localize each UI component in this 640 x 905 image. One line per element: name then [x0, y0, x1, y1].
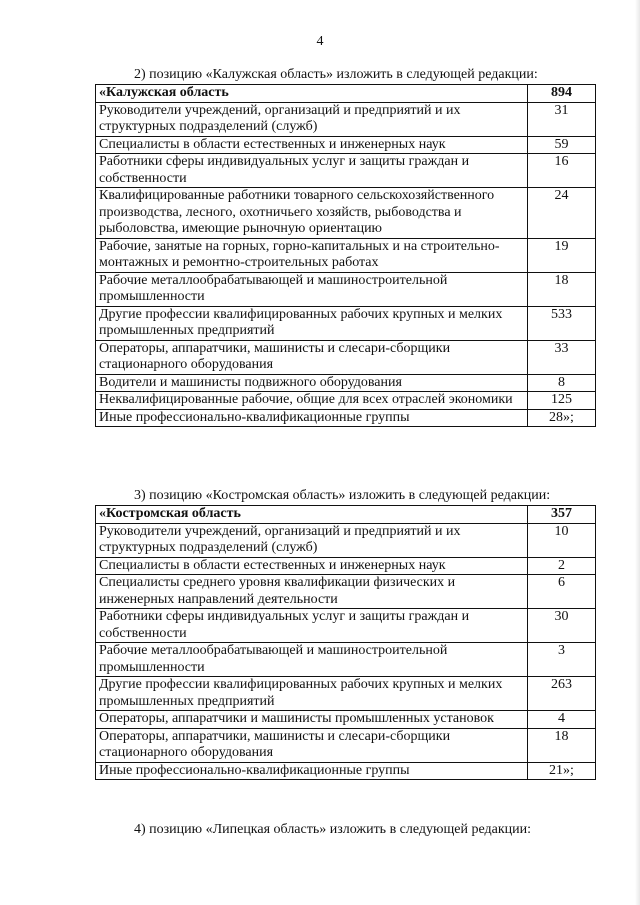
row-value: 16 — [528, 154, 596, 188]
table-row — [96, 306, 596, 340]
row-value: 18 — [528, 272, 596, 306]
row-label: Рабочие металлообрабатывающей и машиностроительной промышленности — [96, 272, 528, 306]
section-heading-kostroma: 3) позицию «Костромская область» изложить в следующей редакции: — [134, 488, 551, 503]
row-value: 3 — [528, 643, 596, 677]
row-label: Работники сферы индивидуальных услуг и защиты граждан и собственности — [96, 154, 528, 188]
row-label: Квалифицированные работники товарного сельскохозяйственного производства, лесного, охотничьего хозяйств, рыбоводства и рыболовства, имеющие рыночную ориентацию — [96, 188, 528, 239]
table-row — [96, 557, 596, 575]
table-row — [96, 609, 596, 643]
row-value: 19 — [528, 238, 596, 272]
table-header-row — [96, 85, 596, 103]
region-name: «Калужская область — [96, 85, 528, 103]
row-value: 10 — [528, 523, 596, 557]
table-row — [96, 374, 596, 392]
table-row — [96, 711, 596, 729]
table-row — [96, 643, 596, 677]
row-label: Иные профессионально-квалификационные группы — [96, 409, 528, 427]
row-label: Рабочие, занятые на горных, горно-капитальных и на строительно-монтажных и ремонтно-строительных работах — [96, 238, 528, 272]
row-label: Неквалифицированные рабочие, общие для всех отраслей экономики — [96, 392, 528, 410]
row-value: 24 — [528, 188, 596, 239]
table-row — [96, 575, 596, 609]
row-label: Операторы, аппаратчики и машинисты промышленных установок — [96, 711, 528, 729]
row-value: 30 — [528, 609, 596, 643]
table-row — [96, 188, 596, 239]
row-label: Другие профессии квалифицированных рабочих крупных и мелких промышленных предприятий — [96, 677, 528, 711]
table-row — [96, 409, 596, 427]
row-label: Руководители учреждений, организаций и предприятий и их структурных подразделений (служб) — [96, 102, 528, 136]
table-row — [96, 392, 596, 410]
table-row — [96, 272, 596, 306]
row-value: 125 — [528, 392, 596, 410]
section-heading-lipetsk: 4) позицию «Липецкая область» изложить в следующей редакции: — [134, 822, 532, 837]
row-label: Специалисты в области естественных и инженерных наук — [96, 557, 528, 575]
row-value: 18 — [528, 728, 596, 762]
table-row — [96, 238, 596, 272]
row-label: Руководители учреждений, организаций и предприятий и их структурных подразделений (служб) — [96, 523, 528, 557]
row-value: 2 — [528, 557, 596, 575]
row-value: 263 — [528, 677, 596, 711]
table-row — [96, 523, 596, 557]
table-row — [96, 340, 596, 374]
row-label: Иные профессионально-квалификационные группы — [96, 762, 528, 780]
page-edge-shadow — [635, 0, 640, 905]
row-label: Специалисты среднего уровня квалификации физических и инженерных направлений деятельности — [96, 575, 528, 609]
row-value: 31 — [528, 102, 596, 136]
row-label: Специалисты в области естественных и инженерных наук — [96, 136, 528, 154]
table-row — [96, 762, 596, 780]
row-value: 33 — [528, 340, 596, 374]
row-label: Работники сферы индивидуальных услуг и защиты граждан и собственности — [96, 609, 528, 643]
row-label: Водители и машинисты подвижного оборудования — [96, 374, 528, 392]
row-value: 4 — [528, 711, 596, 729]
table-header-row — [96, 506, 596, 524]
table-row — [96, 728, 596, 762]
row-value: 533 — [528, 306, 596, 340]
table-row — [96, 677, 596, 711]
table-row — [96, 136, 596, 154]
row-value: 21»; — [528, 762, 596, 780]
table-row — [96, 154, 596, 188]
row-label: Другие профессии квалифицированных рабочих крупных и мелких промышленных предприятий — [96, 306, 528, 340]
row-label: Рабочие металлообрабатывающей и машиностроительной промышленности — [96, 643, 528, 677]
table-row — [96, 102, 596, 136]
section-heading-kaluga: 2) позицию «Калужская область» изложить в следующей редакции: — [134, 67, 538, 82]
row-value: 59 — [528, 136, 596, 154]
row-value: 8 — [528, 374, 596, 392]
region-total: 894 — [528, 85, 596, 103]
row-label: Операторы, аппаратчики, машинисты и слесари-сборщики стационарного оборудования — [96, 340, 528, 374]
row-value: 6 — [528, 575, 596, 609]
region-name: «Костромская область — [96, 506, 528, 524]
table-kaluga — [95, 84, 596, 427]
row-value: 28»; — [528, 409, 596, 427]
page-number: 4 — [316, 34, 324, 49]
table-kostroma — [95, 505, 596, 780]
row-label: Операторы, аппаратчики, машинисты и слесари-сборщики стационарного оборудования — [96, 728, 528, 762]
region-total: 357 — [528, 506, 596, 524]
